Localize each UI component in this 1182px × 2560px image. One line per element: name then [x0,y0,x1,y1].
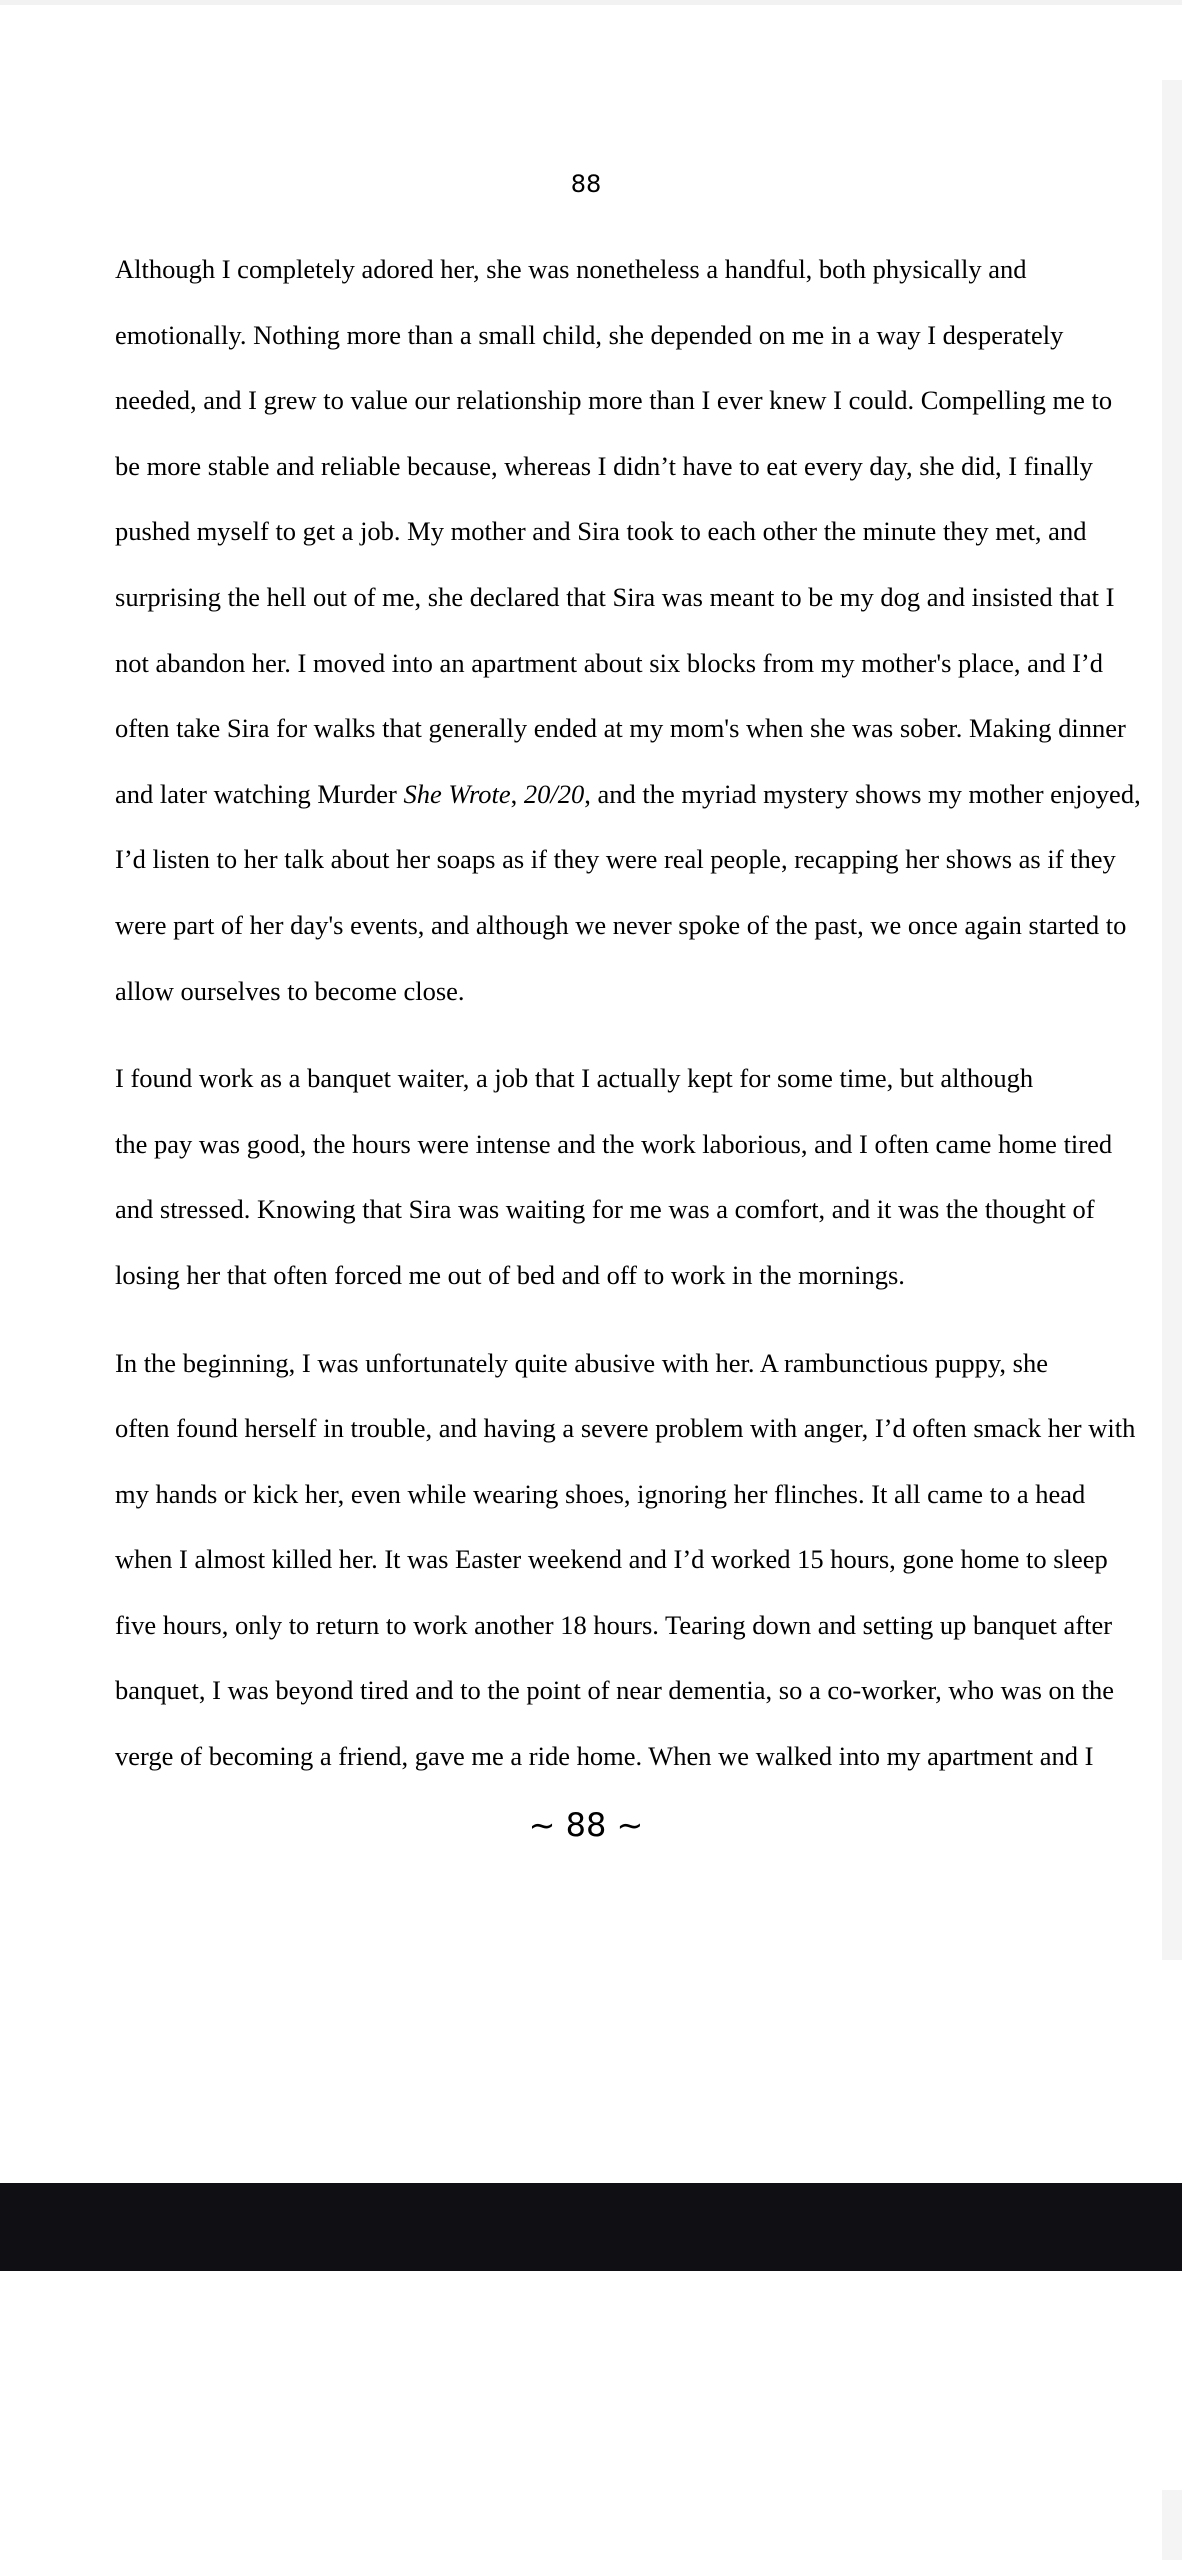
show-title-she-wrote: She Wrote [403,778,511,809]
text-line: I found work as a banquet waiter, a job that I actually kept for some time, but although [115,1063,1034,1094]
text-line: Although I completely adored her, she was nonetheless a handful, both physically and [115,254,1027,284]
text-line: were part of her day's events, and although we never spoke of the past, we once again started to [115,909,1127,940]
text-line: needed, and I grew to value our relationship more than I ever knew I could. Compelling me to [115,385,1113,416]
body-text [30,237,1140,1790]
paragraph-3 [30,1331,1140,1790]
text-line: often take Sira for walks that generally ended at my mom's when she was sober. Making dinner [115,713,1126,744]
text-line: emotionally. Nothing more than a small child, she depended on me in a way I desperately [115,319,1064,350]
text-line: allow ourselves to become close. [115,975,465,1006]
paragraph-2 [30,1046,1140,1308]
scrollbar-track-lower[interactable] [1162,2490,1182,2560]
text-line: I’d listen to her talk about her soaps as if they were real people, recapping her shows as if they [115,844,1116,875]
text-line: five hours, only to return to work another 18 hours. Tearing down and setting up banquet after [115,1609,1113,1640]
text-line: In the beginning, I was unfortunately quite abusive with her. A rambunctious puppy, she [115,1347,1048,1378]
text-run: , and the myriad mystery shows my mother enjoyed, [584,778,1141,809]
text-line-with-titles [30,762,1140,828]
text-line: often found herself in trouble, and having a severe problem with anger, I’d often smack her with [115,1413,1136,1444]
text-line: the pay was good, the hours were intense and the work laborious, and I often came home tired [115,1128,1113,1159]
text-run: , [510,778,524,809]
paragraph-1 [30,237,1140,1024]
text-line: verge of becoming a friend, gave me a ride home. When we walked into my apartment and I [115,1741,1094,1772]
text-line: losing her that often forced me out of bed and off to work in the mornings. [115,1259,905,1290]
text-line: be more stable and reliable because, whereas I didn’t have to eat every day, she did, I finally [115,450,1093,481]
page-number-footer: ~ 88 ~ [528,1806,644,1844]
text-line: surprising the hell out of me, she declared that Sira was meant to be my dog and insisted that I [115,581,1115,612]
scrollbar-track[interactable] [1162,80,1182,1960]
text-line: banquet, I was beyond tired and to the point of near dementia, so a co-worker, who was on the [115,1675,1115,1706]
page-number-header: 88 [570,170,602,198]
black-bar [0,2183,1182,2271]
text-line: not abandon her. I moved into an apartment about six blocks from my mother's place, and I’d [115,647,1103,678]
show-title-20-20: 20/20 [523,778,585,809]
text-line: my hands or kick her, even while wearing shoes, ignoring her flinches. It all came to a head [115,1478,1086,1509]
text-run: and later watching Murder [115,778,404,809]
text-line: and stressed. Knowing that Sira was waiting for me was a comfort, and it was the thought of [115,1194,1095,1225]
text-line: when I almost killed her. It was Easter weekend and I’d worked 15 hours, gone home to sleep [115,1544,1108,1575]
text-line: pushed myself to get a job. My mother and Sira took to each other the minute they met, and [115,516,1087,547]
